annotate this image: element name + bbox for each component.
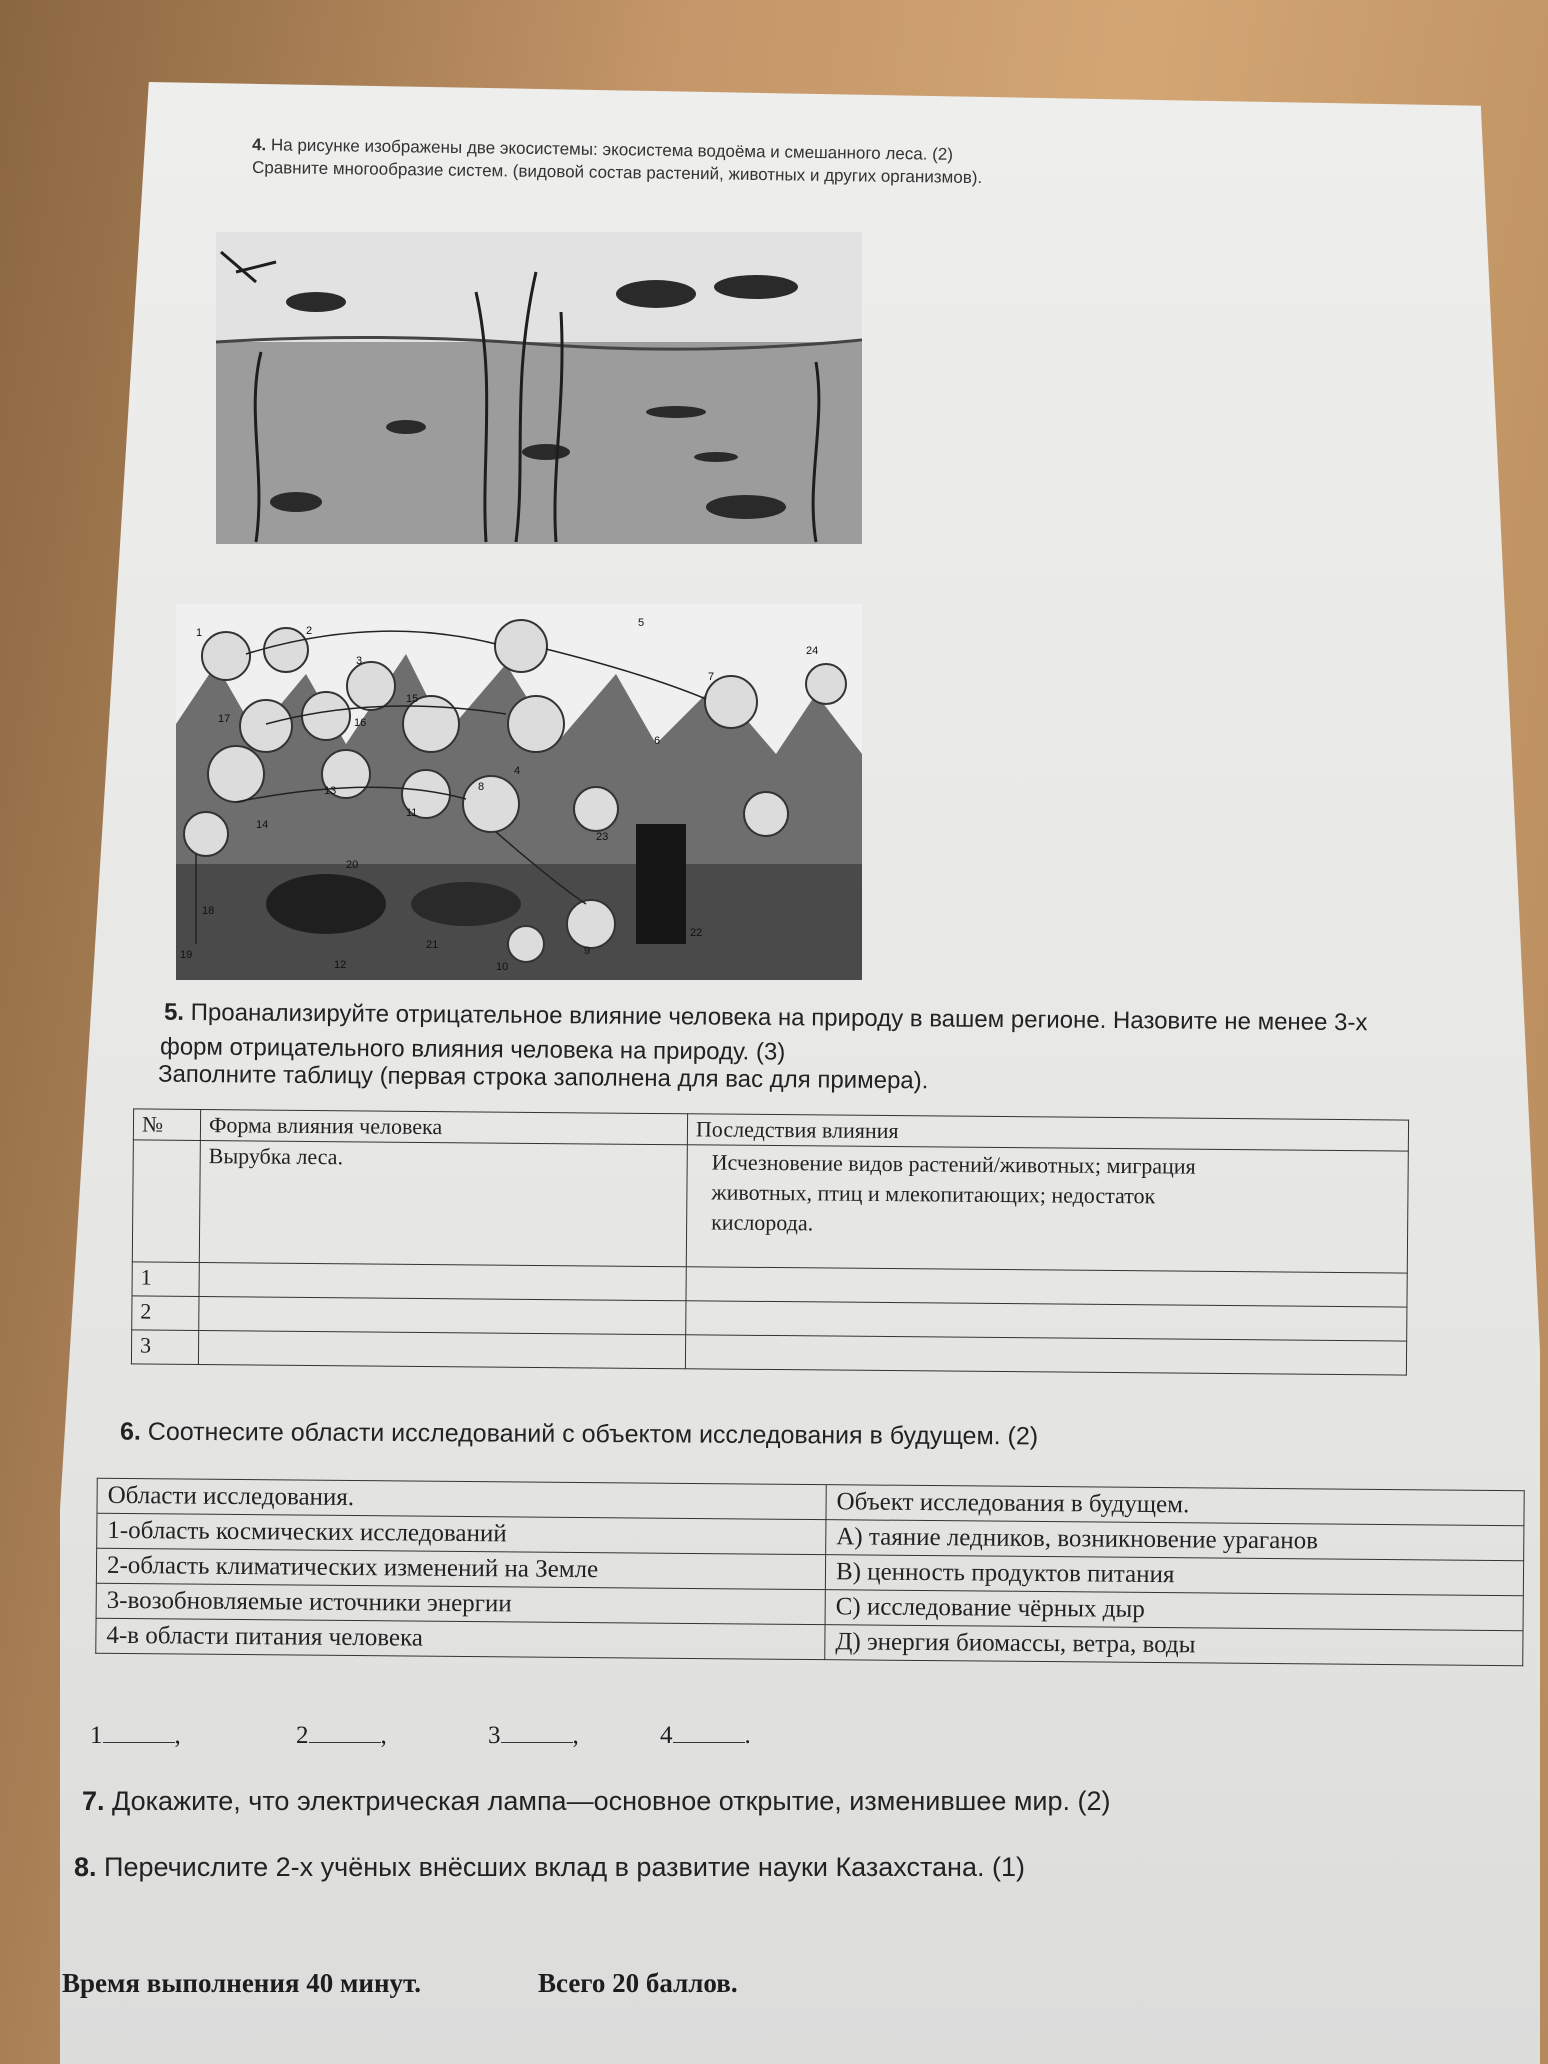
q6-answer-label: 2 [296,1722,309,1749]
forest-label-2: 2 [306,625,313,637]
forest-label-1: 1 [196,627,203,639]
q6-answer-label: 4 [660,1722,673,1749]
q7-text: Докажите, что электрическая лампа—основное открытие, изменившее мир. (2) [112,1786,1111,1816]
q5-text-3: Заполните таблицу (первая строка заполнена для вас для примера). [157,1060,929,1095]
q6-answer-2: 2 , [296,1722,387,1749]
q6-answer-blank[interactable] [501,1720,573,1743]
q5-example-form: Вырубка леса. [199,1141,687,1267]
q7-number: 7. [82,1786,105,1816]
forest-label-22: 22 [690,927,703,939]
forest-label-9: 9 [584,945,591,957]
q6-answer-blank[interactable] [103,1720,175,1743]
forest-label-15: 15 [406,693,419,705]
q5-example-consequence-line: Исчезновение видов растений/животных; миграция [711,1149,1196,1179]
pond-ecosystem-image [216,232,862,544]
forest-label-20: 20 [346,859,359,871]
q5-number: 5. [163,998,185,1026]
forest-label-8: 8 [478,781,485,793]
forest-label-5: 5 [638,617,645,629]
forest-label-4: 4 [514,765,521,777]
q5-row-consequence-blank[interactable] [685,1335,1406,1375]
q6-answer-label: 1 [90,1722,103,1749]
q6-answer-3: 3 , [488,1722,579,1749]
q5-example-consequence-line: кислорода. [711,1209,814,1236]
q5-text-1: Проанализируйте отрицательное влияние человека на природу в вашем регионе. Назовите не менее 3-х [190,998,1368,1037]
q6-text: Соотнесите области исследований с объектом исследования в будущем. (2) [147,1417,1039,1451]
q8-text: Перечислите 2-х учёных внёсших вклад в развитие науки Казахстана. (1) [104,1852,1025,1882]
footer-total: Всего 20 баллов. [538,1968,738,1998]
q6-object-cell: А) таяние ледников, возникновение ураганов [826,1520,1524,1561]
forest-label-6: 6 [654,735,661,747]
q6-line [120,1418,1038,1452]
q5-example-number [132,1140,200,1263]
q6-number: 6. [119,1417,141,1446]
forest-label-7: 7 [708,671,715,683]
q5-row-number: 3 [131,1330,198,1365]
q5-row-number: 1 [132,1262,199,1297]
q6-area-cell: 3-возобновляемые источники энергии [96,1583,825,1624]
forest-label-14: 14 [256,819,269,831]
q5-row-form-blank[interactable] [199,1297,686,1335]
forest-label-18: 18 [202,905,215,917]
q6-area-cell: 1-область космических исследований [97,1513,826,1554]
q5-header-consequence: Последствия влияния [687,1114,1408,1151]
q6-object-cell: С) исследование чёрных дыр [825,1590,1523,1631]
forest-label-3: 3 [356,655,363,667]
q6-answer-label: 3 [488,1722,501,1749]
forest-label-10: 10 [496,961,509,973]
q5-row-form-blank[interactable] [199,1263,686,1301]
q5-header-form: Форма влияния человека [200,1110,687,1145]
q8-line [74,1852,1025,1883]
q6-answer-1: 1 , [90,1722,181,1749]
forest-label-11: 11 [406,807,418,819]
q5-row-number: 2 [132,1296,199,1331]
forest-label-19: 19 [180,949,193,961]
forest-label-12: 12 [334,959,347,971]
q6-area-cell: 2-область климатических изменений на Земле [96,1548,825,1589]
footer-time: Время выполнения 40 минут. [62,1968,422,1998]
q5-example-row [132,1140,1408,1273]
q6-header-object: Объект исследования в будущем. [826,1485,1524,1526]
forest-label-21: 21 [426,939,439,951]
q6-object-cell: В) ценность продуктов питания [825,1555,1523,1596]
q5-table [131,1108,1409,1375]
forest-label-13: 13 [324,785,337,797]
q5-example-consequence [686,1145,1408,1273]
forest-label-23: 23 [596,831,609,843]
q5-row-form-blank[interactable] [198,1331,685,1369]
q6-object-cell: Д) энергия биомассы, ветра, воды [825,1625,1523,1666]
q4-text-2: Сравните многообразие систем. (видовой состав растений, животных и других организмов). [251,157,983,188]
forest-ecosystem-image [176,604,862,980]
q5-header-number: № [133,1109,200,1141]
q4-number: 4. [251,135,267,155]
q6-header-area: Области исследования. [97,1478,826,1519]
q6-answer-4: 4 . [660,1722,751,1749]
q5-text-2: форм отрицательного влияния человека на природу. (3) [159,1033,786,1066]
q6-answer-blank[interactable] [673,1720,745,1743]
q4-text-1: На рисунке изображены две экосистемы: экосистема водоёма и смешанного леса. (2) [270,135,954,164]
q8-number: 8. [74,1852,97,1882]
q7-line [82,1786,1111,1817]
q6-table [95,1478,1524,1666]
q6-answer-blank[interactable] [309,1720,381,1743]
q6-area-cell: 4-в области питания человека [96,1618,825,1659]
q5-example-consequence-line: животных, птиц и млекопитающих; недостаток [711,1179,1156,1209]
forest-label-16: 16 [354,717,367,729]
forest-label-17: 17 [218,713,231,725]
forest-label-24: 24 [806,645,819,657]
